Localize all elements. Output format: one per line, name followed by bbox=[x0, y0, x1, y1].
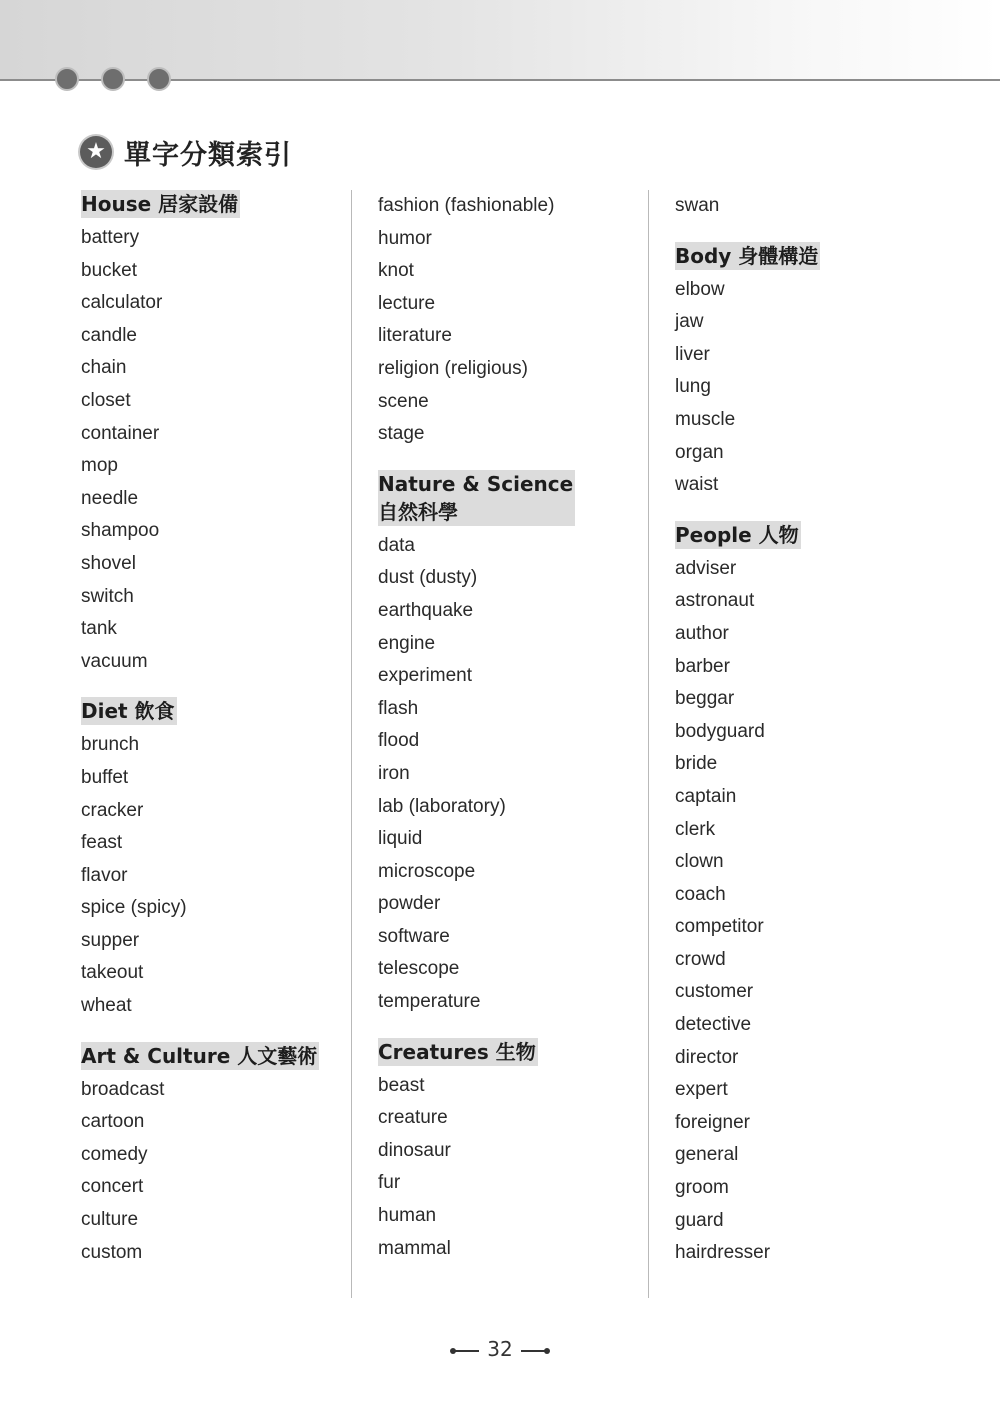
word-item: candle bbox=[81, 324, 137, 346]
word-item: experiment bbox=[378, 665, 472, 687]
word-item: culture bbox=[81, 1209, 139, 1231]
category-section bbox=[81, 190, 331, 678]
word-item: barber bbox=[675, 655, 730, 677]
word-item: swan bbox=[675, 195, 720, 216]
word-item: general bbox=[675, 1144, 739, 1166]
word-item: jaw bbox=[675, 311, 704, 333]
word-item: astronaut bbox=[675, 590, 755, 612]
word-list bbox=[675, 190, 925, 223]
word-item: stage bbox=[378, 423, 425, 445]
word-item: needle bbox=[81, 487, 139, 509]
category-heading-text: People 人物 bbox=[675, 522, 799, 547]
word-item: guard bbox=[675, 1209, 724, 1231]
word-item: organ bbox=[675, 441, 724, 463]
category-section bbox=[378, 470, 628, 1019]
word-item: shovel bbox=[81, 552, 136, 574]
word-item: tank bbox=[81, 618, 117, 640]
word-list bbox=[81, 729, 331, 1022]
page-title: 單字分類索引 bbox=[124, 139, 292, 171]
word-item: literature bbox=[378, 325, 452, 347]
decor-dot-2 bbox=[101, 67, 125, 91]
word-list bbox=[378, 530, 628, 1019]
word-item: spice (spicy) bbox=[81, 897, 187, 919]
word-item: lung bbox=[675, 376, 711, 398]
word-item: takeout bbox=[81, 962, 144, 984]
category-section bbox=[675, 521, 925, 1270]
word-item: telescope bbox=[378, 958, 460, 980]
word-item: closet bbox=[81, 389, 131, 411]
word-item: fur bbox=[378, 1172, 401, 1194]
word-list bbox=[81, 1074, 331, 1270]
category-section bbox=[81, 1042, 331, 1270]
word-item: bucket bbox=[81, 259, 137, 281]
category-heading-text: Body 身體構造 bbox=[675, 243, 819, 268]
word-item: iron bbox=[378, 762, 410, 784]
word-item: cracker bbox=[81, 799, 144, 821]
word-item: mammal bbox=[378, 1237, 451, 1259]
word-item: expert bbox=[675, 1079, 728, 1101]
word-item: muscle bbox=[675, 408, 736, 430]
word-list bbox=[675, 553, 925, 1270]
word-item: concert bbox=[81, 1176, 144, 1198]
page-number-value: 32 bbox=[487, 1337, 513, 1361]
word-list bbox=[81, 222, 331, 678]
word-list bbox=[378, 1070, 628, 1266]
word-item: shampoo bbox=[81, 520, 160, 542]
column-2 bbox=[378, 190, 628, 1284]
category-section bbox=[81, 697, 331, 1022]
word-item: supper bbox=[81, 929, 140, 951]
page-number bbox=[0, 1337, 1000, 1361]
category-heading-text: Nature & Science bbox=[378, 471, 574, 496]
word-item: custom bbox=[81, 1241, 143, 1263]
word-item: brunch bbox=[81, 734, 140, 756]
word-item: powder bbox=[378, 893, 441, 915]
word-item: software bbox=[378, 925, 450, 947]
word-item: switch bbox=[81, 585, 134, 607]
word-item: human bbox=[378, 1205, 437, 1227]
category-heading bbox=[675, 242, 820, 270]
decor-dot-3 bbox=[147, 67, 171, 91]
page-number-right-dash bbox=[521, 1350, 547, 1352]
word-item: microscope bbox=[378, 860, 476, 882]
word-item: temperature bbox=[378, 991, 481, 1013]
category-heading bbox=[378, 1038, 538, 1066]
word-item: detective bbox=[675, 1014, 752, 1036]
word-item: lecture bbox=[378, 292, 436, 314]
word-item: liquid bbox=[378, 828, 423, 850]
star-icon: ★ bbox=[80, 136, 112, 168]
column-3 bbox=[675, 190, 925, 1289]
word-item: cartoon bbox=[81, 1111, 145, 1133]
word-item: chain bbox=[81, 357, 127, 379]
word-item: liver bbox=[675, 343, 710, 365]
word-item: flood bbox=[378, 730, 420, 752]
word-item: fashion (fashionable) bbox=[378, 195, 555, 216]
column-1 bbox=[81, 190, 331, 1288]
word-item: mop bbox=[81, 455, 118, 477]
word-list bbox=[378, 190, 628, 451]
word-item: feast bbox=[81, 832, 123, 854]
word-item: bride bbox=[675, 753, 718, 775]
word-item: captain bbox=[675, 785, 737, 807]
word-item: coach bbox=[675, 883, 726, 905]
column-divider-2 bbox=[648, 190, 649, 1298]
word-item: flavor bbox=[81, 864, 128, 886]
word-item: bodyguard bbox=[675, 720, 765, 742]
page-number-left-dash bbox=[453, 1350, 479, 1352]
word-item: engine bbox=[378, 632, 436, 654]
word-item: container bbox=[81, 422, 160, 444]
category-heading bbox=[81, 190, 240, 218]
category-heading-zh: 自然科學 bbox=[378, 499, 458, 524]
title-row bbox=[80, 133, 292, 171]
word-item: dinosaur bbox=[378, 1139, 451, 1161]
word-item: customer bbox=[675, 981, 754, 1003]
word-item: dust (dusty) bbox=[378, 567, 478, 589]
category-section bbox=[378, 190, 628, 451]
word-item: beggar bbox=[675, 688, 735, 710]
word-item: author bbox=[675, 622, 729, 644]
word-item: groom bbox=[675, 1177, 729, 1199]
column-divider-1 bbox=[351, 190, 352, 1298]
word-item: competitor bbox=[675, 916, 764, 938]
category-heading bbox=[81, 1042, 319, 1070]
word-item: flash bbox=[378, 697, 419, 719]
word-item: adviser bbox=[675, 557, 737, 579]
category-heading bbox=[675, 521, 801, 549]
category-section bbox=[378, 1038, 628, 1266]
category-section bbox=[675, 242, 925, 502]
category-heading-text: House 居家設備 bbox=[81, 192, 239, 216]
category-section bbox=[675, 190, 925, 223]
word-item: broadcast bbox=[81, 1078, 165, 1100]
word-item: creature bbox=[378, 1107, 448, 1129]
word-item: crowd bbox=[675, 948, 726, 970]
word-item: wheat bbox=[81, 995, 132, 1017]
word-item: comedy bbox=[81, 1143, 148, 1165]
category-heading-text: Diet 飲食 bbox=[81, 699, 175, 724]
word-item: battery bbox=[81, 227, 140, 248]
word-item: clerk bbox=[675, 818, 716, 840]
decor-dot-1 bbox=[55, 67, 79, 91]
header-band bbox=[0, 0, 1000, 80]
word-item: scene bbox=[378, 390, 429, 412]
word-item: vacuum bbox=[81, 650, 148, 672]
word-item: lab (laboratory) bbox=[378, 795, 506, 817]
word-item: knot bbox=[378, 260, 414, 282]
word-item: religion (religious) bbox=[378, 357, 528, 379]
word-item: clown bbox=[675, 851, 724, 873]
category-heading-text: Art & Culture 人文藝術 bbox=[81, 1043, 318, 1068]
word-item: calculator bbox=[81, 292, 163, 314]
word-item: waist bbox=[675, 474, 719, 496]
word-item: buffet bbox=[81, 766, 129, 788]
word-item: humor bbox=[378, 227, 432, 249]
word-item: earthquake bbox=[378, 599, 474, 621]
word-item: data bbox=[378, 534, 415, 556]
word-item: elbow bbox=[675, 278, 725, 300]
word-item: hairdresser bbox=[675, 1242, 771, 1264]
category-heading-text: Creatures 生物 bbox=[378, 1039, 536, 1064]
word-item: beast bbox=[378, 1074, 425, 1096]
word-item: foreigner bbox=[675, 1111, 750, 1133]
word-item: director bbox=[675, 1046, 739, 1068]
category-heading bbox=[81, 697, 177, 725]
category-heading bbox=[378, 470, 575, 526]
word-list bbox=[675, 274, 925, 502]
